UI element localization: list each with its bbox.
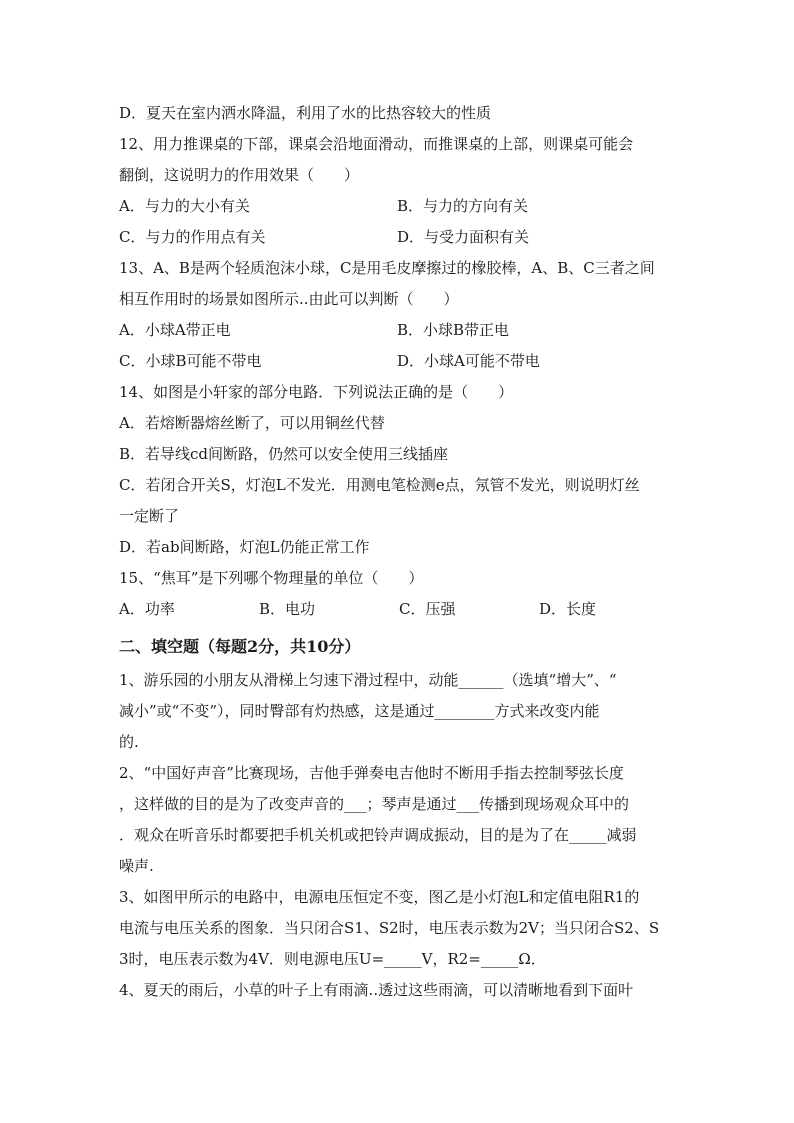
q13-stem-line1: 13、A、B是两个轻质泡沫小球，C是用毛皮摩擦过的橡胶棒，A、B、C三者之间 (119, 259, 655, 277)
page-content (119, 98, 679, 1006)
q12-option-a: A．与力的大小有关 (119, 197, 250, 215)
q13-options-row1 (119, 315, 679, 346)
q15-stem: 15、“焦耳”是下列哪个物理量的单位（ ） (119, 569, 424, 587)
f1-line2: 减小”或“不变”），同时臀部有灼热感，这是通过________方式来改变内能 (119, 702, 600, 720)
q14-option-c-line2: 一定断了 (119, 507, 180, 525)
q13-option-d: D．小球A可能不带电 (397, 352, 540, 370)
q12-options-row2 (119, 222, 679, 253)
f2-line1: 2、“中国好声音”比赛现场，吉他手弹奏电吉他时不断用手指去控制琴弦长度 (119, 764, 624, 782)
q15-option-c: C．压强 (399, 600, 456, 618)
q12-option-b: B．与力的方向有关 (397, 197, 529, 215)
q15-option-a: A．功率 (119, 600, 175, 618)
f4-line1: 4、夏天的雨后，小草的叶子上有雨滴..透过这些雨滴，可以清晰地看到下面叶 (119, 981, 634, 999)
q14-option-c-line1: C．若闭合开关S，灯泡L不发光．用测电笔检测e点，氖管不发光，则说明灯丝 (119, 476, 640, 494)
q15-options-row (119, 594, 679, 625)
f3-line1: 3、如图甲所示的电路中，电源电压恒定不变，图乙是小灯泡L和定值电阻R1的 (119, 888, 640, 906)
q14-stem: 14、如图是小轩家的部分电路．下列说法正确的是（ ） (119, 383, 514, 401)
q13-option-a: A．小球A带正电 (119, 321, 231, 339)
q14-option-a: A．若熔断器熔丝断了，可以用铜丝代替 (119, 414, 385, 432)
f1-line3: 的. (119, 733, 139, 751)
q14-option-b: B．若导线cd间断路，仍然可以安全使用三线插座 (119, 445, 449, 463)
q15-option-b: B．电功 (259, 600, 316, 618)
q12-stem-line1: 12、用力推课桌的下部，课桌会沿地面滑动，而推课桌的上部，则课桌可能会 (119, 135, 634, 153)
f2-line3: ．观众在听音乐时都要把手机关机或把铃声调成振动，目的是为了在_____减弱 (119, 826, 637, 844)
q13-stem-line2: 相互作用时的场景如图所示..由此可以判断（ ） (119, 290, 459, 308)
q15-option-d: D．长度 (539, 600, 597, 618)
q13-option-b: B．小球B带正电 (397, 321, 510, 339)
q13-option-c: C．小球B可能不带电 (119, 352, 262, 370)
q12-option-c: C．与力的作用点有关 (119, 228, 266, 246)
f2-line4: 噪声. (119, 857, 154, 875)
q11-option-d: D．夏天在室内洒水降温，利用了水的比热容较大的性质 (119, 104, 492, 122)
q13-options-row2 (119, 346, 679, 377)
q12-stem-line2: 翻倒，这说明力的作用效果（ ） (119, 166, 360, 184)
q14-option-d: D．若ab间断路，灯泡L仍能正常工作 (119, 538, 370, 556)
section-heading-fill-blank: 二、填空题（每题2分，共10分） (119, 637, 361, 656)
q12-options-row1 (119, 191, 679, 222)
f3-line3: 3时，电压表示数为4V．则电源电压U=_____V，R2=_____Ω． (119, 950, 546, 968)
q12-option-d: D．与受力面积有关 (397, 228, 530, 246)
f3-line2: 电流与电压关系的图象．当只闭合S1、S2时，电压表示数为2V；当只闭合S2、S (119, 919, 660, 937)
f1-line1: 1、游乐园的小朋友从滑梯上匀速下滑过程中，动能______（选填“增大”、“ (119, 671, 617, 689)
f2-line2: ，这样做的目的是为了改变声音的___；琴声是通过___传播到现场观众耳中的 (119, 795, 630, 813)
